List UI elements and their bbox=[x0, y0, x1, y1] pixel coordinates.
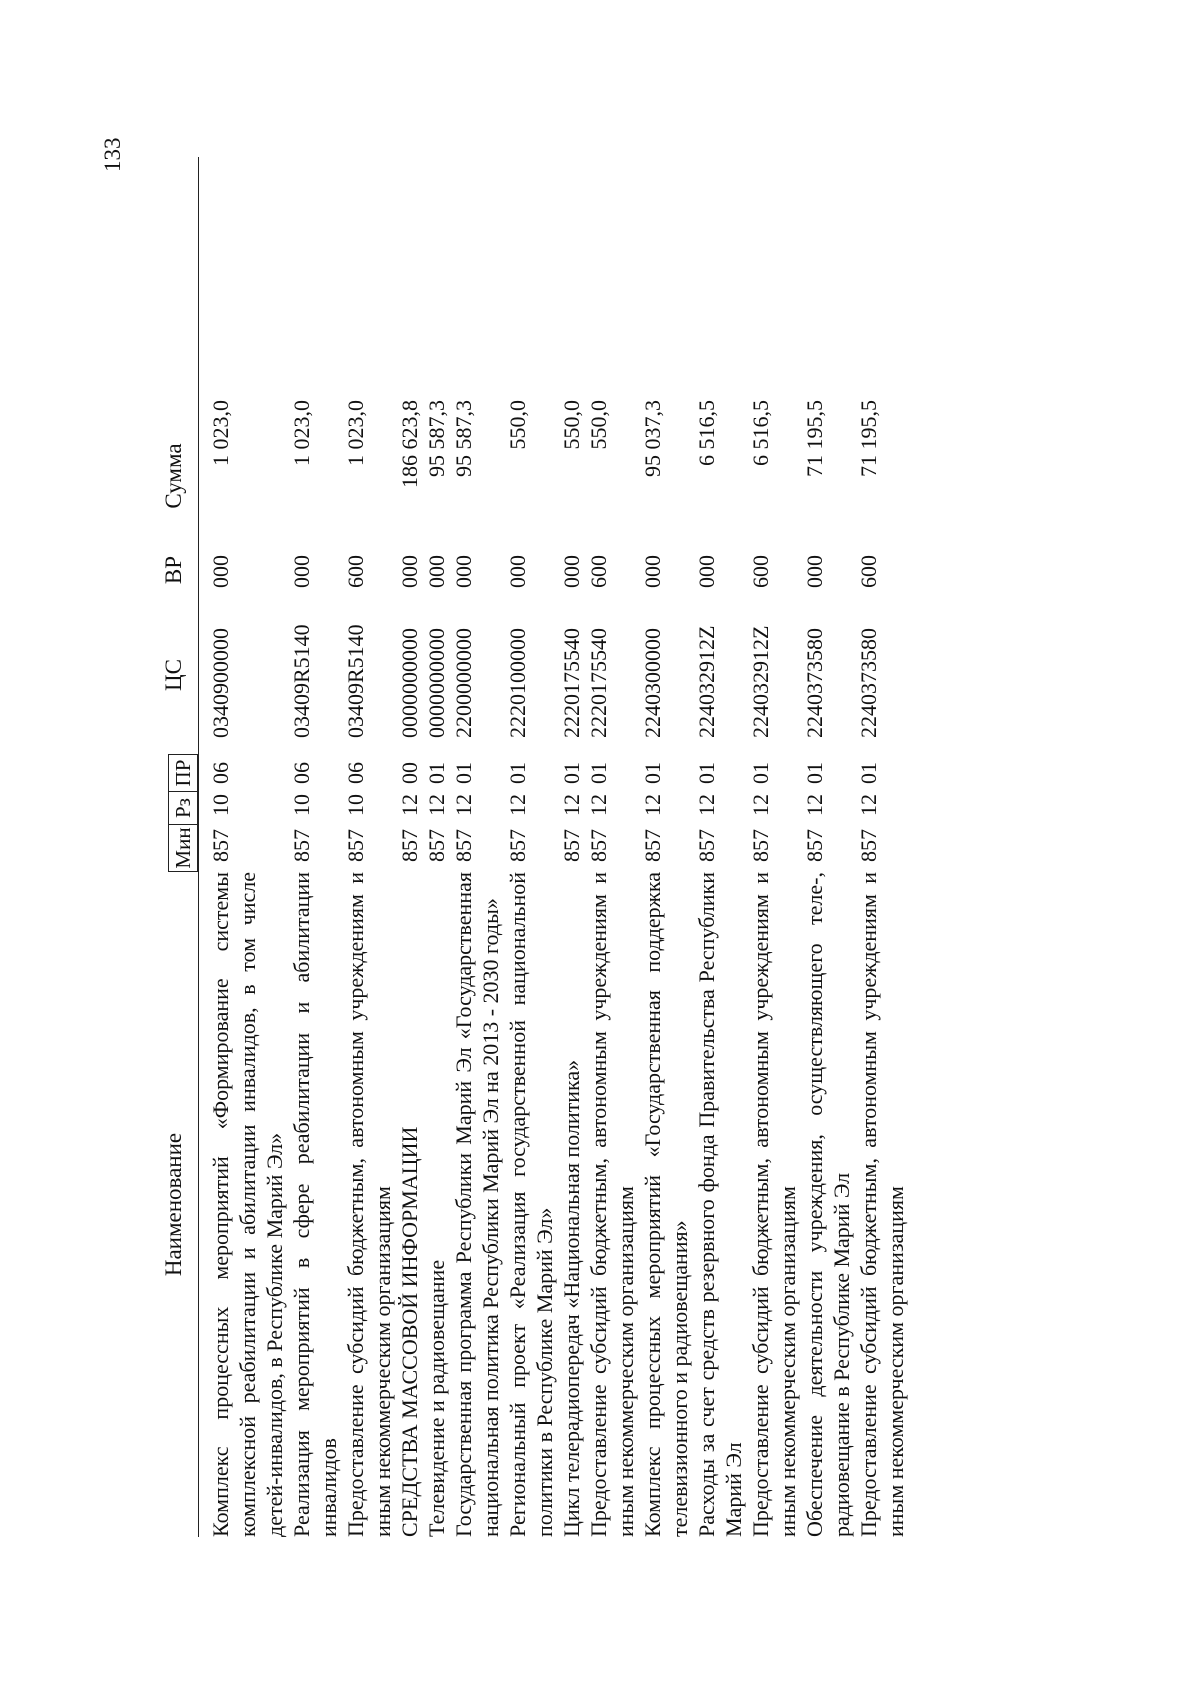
table-body bbox=[199, 157, 909, 1537]
row-cs: 2220175540 bbox=[586, 628, 611, 738]
row-cs: 03409R5140 bbox=[343, 624, 368, 738]
row-name: Расходы за счет средств резервного фонда Правительства Республики Марий Эл bbox=[694, 872, 746, 1537]
row-name: Комплекс процессных мероприятий «Государственная поддержка телевизионного и радиовещания» bbox=[640, 872, 692, 1537]
row-min: 857 bbox=[856, 829, 881, 862]
row-vr: 000 bbox=[397, 555, 422, 588]
row-pr: 06 bbox=[343, 762, 368, 784]
row-min: 857 bbox=[424, 829, 449, 862]
row-sum: 550,0 bbox=[505, 400, 530, 450]
page-number: 133 bbox=[100, 137, 125, 172]
row-min: 857 bbox=[451, 829, 476, 862]
row-sum: 95 587,3 bbox=[424, 400, 449, 477]
row-name: Предоставление субсидий бюджетным, автономным учреждениям и иным некоммерческим организациям bbox=[748, 872, 800, 1537]
row-vr: 000 bbox=[289, 555, 314, 588]
row-vr: 000 bbox=[451, 555, 476, 588]
row-rz: 10 bbox=[343, 794, 368, 816]
table-row bbox=[423, 157, 450, 1537]
row-pr: 01 bbox=[559, 762, 584, 784]
row-pr: 01 bbox=[451, 762, 476, 784]
row-rz: 12 bbox=[694, 794, 719, 816]
row-min: 857 bbox=[208, 829, 233, 862]
row-vr: 000 bbox=[505, 555, 530, 588]
table-row bbox=[342, 157, 396, 1537]
row-min: 857 bbox=[586, 829, 611, 862]
row-name: Цикл телерадиопередач «Национальная политика» bbox=[559, 1059, 584, 1537]
row-name: Государственная программа Республики Марий Эл «Государственная национальная политика Республики Марий Эл на 2013 - 2030 годы» bbox=[451, 872, 503, 1537]
header-pr: ПР bbox=[168, 754, 198, 792]
row-cs: 224032912Z bbox=[694, 625, 719, 738]
row-sum: 1 023,0 bbox=[343, 400, 368, 466]
row-rz: 12 bbox=[586, 794, 611, 816]
table-row bbox=[207, 157, 288, 1537]
row-cs: 2220175540 bbox=[559, 628, 584, 738]
row-vr: 000 bbox=[208, 555, 233, 588]
row-min: 857 bbox=[289, 829, 314, 862]
row-sum: 6 516,5 bbox=[694, 400, 719, 466]
header-vr: ВР bbox=[160, 555, 186, 585]
row-sum: 1 023,0 bbox=[208, 400, 233, 466]
row-cs: 2240373580 bbox=[856, 628, 881, 738]
row-min: 857 bbox=[397, 829, 422, 862]
row-rz: 12 bbox=[748, 794, 773, 816]
header-sum: Сумма bbox=[160, 443, 186, 509]
row-min: 857 bbox=[559, 829, 584, 862]
row-rz: 12 bbox=[559, 794, 584, 816]
table-row bbox=[450, 157, 504, 1537]
row-min: 857 bbox=[802, 829, 827, 862]
row-cs: 0000000000 bbox=[397, 628, 422, 738]
row-rz: 12 bbox=[397, 794, 422, 816]
row-rz: 10 bbox=[289, 794, 314, 816]
row-name: Реализация мероприятий в сфере реабилитации и абилитации инвалидов bbox=[289, 872, 341, 1537]
row-vr: 000 bbox=[424, 555, 449, 588]
table-row bbox=[396, 157, 423, 1537]
row-min: 857 bbox=[748, 829, 773, 862]
row-cs: 224032912Z bbox=[748, 625, 773, 738]
table-row bbox=[585, 157, 639, 1537]
row-cs: 03409R5140 bbox=[289, 624, 314, 738]
row-min: 857 bbox=[343, 829, 368, 862]
row-name: СРЕДСТВА МАССОВОЙ ИНФОРМАЦИИ bbox=[397, 1126, 422, 1537]
row-pr: 01 bbox=[640, 762, 665, 784]
row-cs: 2240373580 bbox=[802, 628, 827, 738]
table-row bbox=[504, 157, 558, 1537]
row-vr: 000 bbox=[640, 555, 665, 588]
row-rz: 12 bbox=[856, 794, 881, 816]
row-name: Предоставление субсидий бюджетным, автономным учреждениям и иным некоммерческим организациям bbox=[586, 872, 638, 1537]
header-cs: ЦС bbox=[160, 659, 186, 691]
row-vr: 600 bbox=[856, 555, 881, 588]
row-name: Предоставление субсидий бюджетным, автономным учреждениям и иным некоммерческим организациям bbox=[856, 872, 908, 1537]
row-name: Региональный проект «Реализация государственной национальной политики в Республике Марий Эл» bbox=[505, 872, 557, 1537]
table-row bbox=[747, 157, 801, 1537]
row-pr: 01 bbox=[748, 762, 773, 784]
row-name: Обеспечение деятельности учреждения, осуществляющего теле-, радиовещание в Республике Марий Эл bbox=[802, 872, 854, 1537]
row-name: Комплекс процессных мероприятий «Формирование системы комплексной реабилитации и абилитации инвалидов, в том числе детей-инвалидов, в Республике Марий Эл» bbox=[208, 872, 287, 1537]
row-name: Предоставление субсидий бюджетным, автономным учреждениям и иным некоммерческим организациям bbox=[343, 872, 395, 1537]
row-vr: 000 bbox=[802, 555, 827, 588]
row-min: 857 bbox=[505, 829, 530, 862]
row-pr: 01 bbox=[694, 762, 719, 784]
row-cs: 2200000000 bbox=[451, 628, 476, 738]
row-min: 857 bbox=[640, 829, 665, 862]
row-sum: 71 195,5 bbox=[802, 400, 827, 477]
row-pr: 06 bbox=[289, 762, 314, 784]
row-sum: 550,0 bbox=[586, 400, 611, 450]
header-min: Мин bbox=[168, 825, 198, 872]
row-cs: 0340900000 bbox=[208, 628, 233, 738]
row-sum: 550,0 bbox=[559, 400, 584, 450]
row-rz: 12 bbox=[451, 794, 476, 816]
row-rz: 12 bbox=[640, 794, 665, 816]
row-sum: 186 623,8 bbox=[397, 400, 422, 488]
header-rz: Рз bbox=[168, 792, 198, 825]
row-name: Телевидение и радиовещание bbox=[424, 1259, 449, 1537]
row-sum: 1 023,0 bbox=[289, 400, 314, 466]
table-row bbox=[801, 157, 855, 1537]
table-header bbox=[148, 157, 199, 1537]
row-min: 857 bbox=[694, 829, 719, 862]
row-rz: 12 bbox=[424, 794, 449, 816]
row-sum: 71 195,5 bbox=[856, 400, 881, 477]
row-rz: 10 bbox=[208, 794, 233, 816]
row-rz: 12 bbox=[802, 794, 827, 816]
row-pr: 01 bbox=[424, 762, 449, 784]
row-pr: 01 bbox=[856, 762, 881, 784]
header-name: Наименование bbox=[160, 1132, 186, 1277]
table-row bbox=[855, 157, 909, 1537]
row-sum: 95 037,3 bbox=[640, 400, 665, 477]
row-vr: 600 bbox=[586, 555, 611, 588]
row-sum: 95 587,3 bbox=[451, 400, 476, 477]
table-row bbox=[639, 157, 693, 1537]
row-vr: 000 bbox=[694, 555, 719, 588]
row-cs: 0000000000 bbox=[424, 628, 449, 738]
row-cs: 2220100000 bbox=[505, 628, 530, 738]
budget-table bbox=[148, 157, 909, 1537]
row-pr: 00 bbox=[397, 762, 422, 784]
row-pr: 01 bbox=[802, 762, 827, 784]
row-pr: 01 bbox=[505, 762, 530, 784]
row-cs: 2240300000 bbox=[640, 628, 665, 738]
row-sum: 6 516,5 bbox=[748, 400, 773, 466]
row-pr: 06 bbox=[208, 762, 233, 784]
row-pr: 01 bbox=[586, 762, 611, 784]
row-vr: 000 bbox=[559, 555, 584, 588]
table-row bbox=[558, 157, 585, 1537]
table-row bbox=[693, 157, 747, 1537]
row-vr: 600 bbox=[343, 555, 368, 588]
row-rz: 12 bbox=[505, 794, 530, 816]
row-vr: 600 bbox=[748, 555, 773, 588]
table-row bbox=[288, 157, 342, 1537]
